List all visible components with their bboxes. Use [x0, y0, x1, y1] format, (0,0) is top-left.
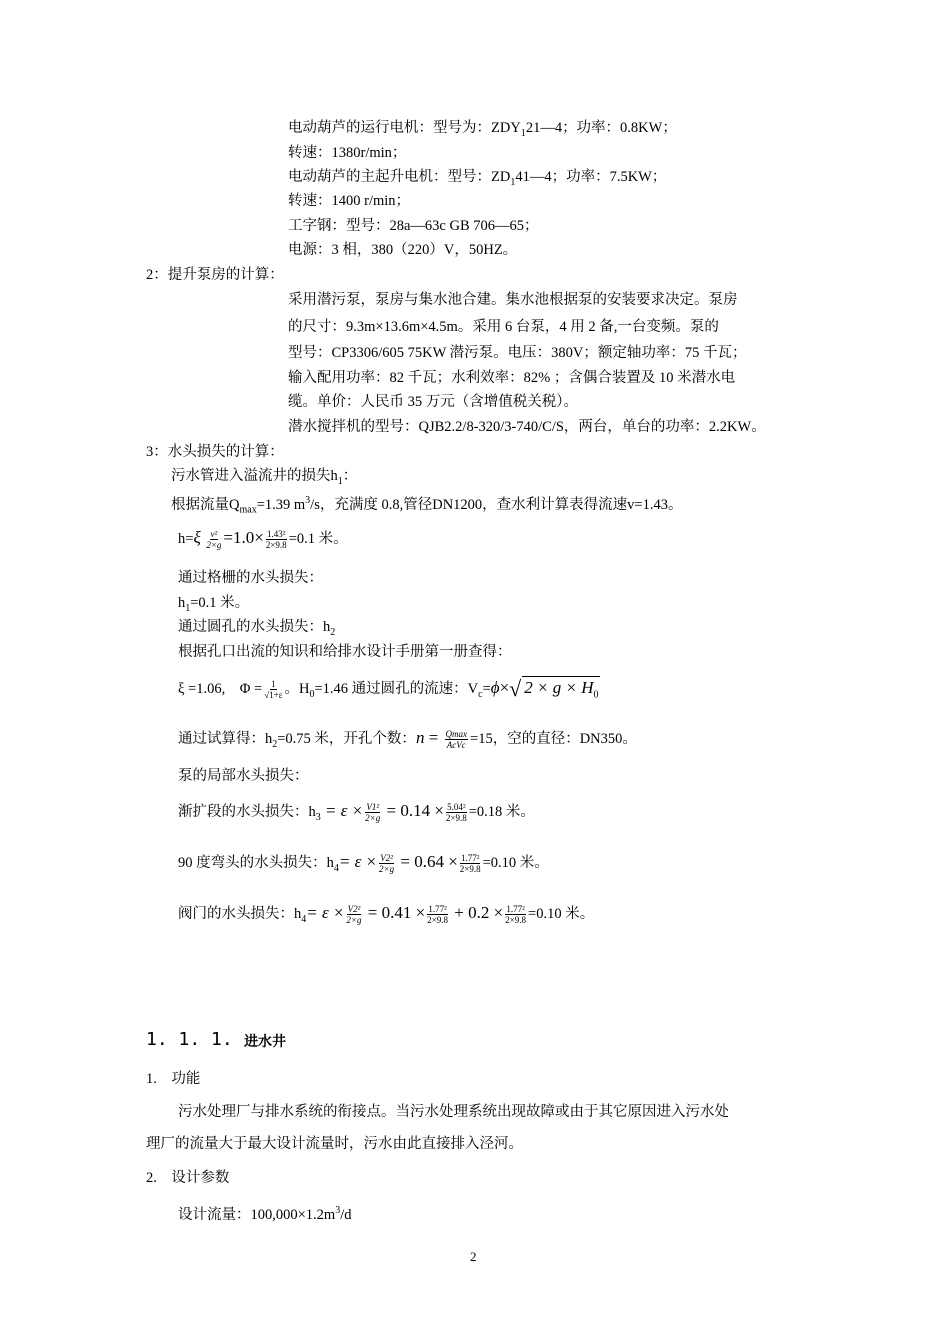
sqrt-icon: √	[509, 676, 522, 701]
sec3-heading: 3：水头损失的计算：	[146, 444, 284, 460]
fraction-504: $\frac{\text{5.04²}}{2\times 9.8}$	[445, 802, 467, 824]
section-number: 1. 1. 1.	[146, 1029, 233, 1050]
sec2-p4: 输入配用功率：82 千瓦；水利效率：82% ；含偶合装置及 10 米潜水电	[288, 370, 736, 386]
section-title: 进水井	[244, 1034, 286, 1050]
formula-n: 通过试算得：$h_2=0.75$ 米，开孔个数：n = $\frac{Qmax}{\text{AcVc}}$ =15，空的直径：DN350。	[178, 728, 637, 751]
subsection-function: 1. 功能	[146, 1071, 201, 1087]
motor-line-2: 转速：1380r/min；	[288, 145, 407, 161]
sec3-b3: 通过圆孔的水头损失：$h_2$	[178, 619, 336, 638]
formula-h4-elbow: 90 度弯头的水头损失：$h_4= \varepsilon$ × $\frac{\text{V2²}}{2\times g}$ = 0.64 × $\frac{\text{1.77²}}{2\times 9.8}$ =0.10 米。	[178, 852, 549, 875]
fraction-v2-valve: $\frac{\text{V2²}}{2\times g}$	[346, 904, 362, 926]
fraction-v2-2g: $\frac{\text{v²}}{2\times g}$	[206, 529, 222, 551]
motor-line-6: 电源：3 相，380（220）V，50HZ。	[288, 242, 518, 258]
motor-line-3: 电动葫芦的主起升电机：型号：$ZD_141—4$；功率：7.5KW；	[288, 169, 667, 188]
sec3-a2: 根据流量$Q_{max}=1.39$ $m^3/s$，充满度 0.8,管径DN1200，查水利计算表得流速v=1.43。	[171, 495, 683, 516]
subsection-params: 2. 设计参数	[146, 1170, 230, 1186]
sqrt-body: $2 \times g \times H_0$	[522, 676, 600, 706]
sec2-heading: 2：提升泵房的计算：	[146, 267, 284, 283]
sec2-p5: 缆。单价：人民币 35 万元（含增值税关税）。	[288, 394, 578, 410]
sec2-p6: 潜水搅拌机的型号：QJB2.2/8-320/3-740/C/S，两台，单台的功率：2.2KW。	[288, 419, 766, 435]
sec3-a1: 污水管进入溢流井的损失$h_1$：	[171, 468, 358, 487]
formula-h3: 渐扩段的水头损失：$h_3 = \varepsilon$ × $\frac{\text{V1²}}{2\times g}$ = 0.14 × $\frac{\text{5.04²}}{2\times 9.8}$ =0.18 米。	[178, 801, 535, 824]
formula-h: h=ξ $\frac{\text{v²}}{2\times g}$ =1.0× $\frac{\text{1.43²}}{2\times 9.8}$ =0.1 米。	[178, 528, 348, 551]
params-p1: 设计流量：$100,000\times 1.2m^3/d$	[178, 1205, 352, 1223]
function-p1: 污水处理厂与排水系统的衔接点。当污水处理系统出现故障或由于其它原因进入污水处	[178, 1104, 729, 1120]
fraction-177: $\frac{\text{1.77²}}{2\times 9.8}$	[459, 853, 481, 875]
fraction-v1: $\frac{\text{V1²}}{2\times g}$	[365, 802, 381, 824]
motor-line-5: 工字钢：型号：28a—63c GB 706—65；	[288, 218, 539, 234]
sec2-p2: 的尺寸：9.3m×13.6m×4.5m。采用 6 台泵，4 用 2 备,一台变频。泵的	[288, 319, 719, 335]
fraction-177-b: $\frac{\text{1.77²}}{2\times 9.8}$	[505, 904, 527, 926]
fraction-v2: $\frac{\text{V2²}}{2\times g}$	[379, 853, 395, 875]
motor-line-1: 电动葫芦的运行电机：型号为：$ZDY_121—4$；功率：0.8KW；	[288, 120, 677, 139]
fraction-phi: $\frac{1}{√1+\varepsilon}$	[264, 679, 283, 701]
fraction-177-a: $\frac{\text{1.77²}}{2\times 9.8}$	[427, 904, 448, 926]
function-p2: 理厂的流量大于最大设计流量时，污水由此直接排入泾河。	[146, 1136, 523, 1152]
sec3-b2: $h_1=0.1$ 米。	[178, 595, 250, 614]
sec2-p3: 型号：CP3306/605 75KW 潜污泵。电压：380V；额定轴功率：75 千瓦；	[288, 345, 747, 361]
sec3-c1: 泵的局部水头损失：	[178, 768, 309, 784]
fraction-qmax: $\frac{Qmax}{\text{AcVc}}$	[445, 729, 468, 751]
sec2-p1: 采用潜污泵，泵房与集水池合建。集水池根据泵的安装要求决定。泵房	[288, 292, 738, 308]
sec3-b4: 根据孔口出流的知识和给排水设计手册第一册查得：	[178, 644, 512, 660]
page-number: 2	[470, 1249, 477, 1264]
fraction-143: $\frac{\text{1.43²}}{2\times 9.8}$	[265, 529, 287, 551]
formula-xi-phi: ξ =1.06, Φ = $\frac{1}{√1+\varepsilon}$ 。$H_0=1.46$ 通过圆孔的流速：$V_c=\phi\times√$ $2 \times g \times H_0$	[178, 676, 600, 706]
sec3-b1: 通过格栅的水头损失：	[178, 570, 323, 586]
formula-h4-valve: 阀门的水头损失：$h_4= \varepsilon$ × $\frac{\text{V2²}}{2\times g}$ = 0.41 × $\frac{\text{1.77²}}{2\times 9.8}$ + 0.2 × $\frac{\text{1.77²}}{2\times 9.8}$ =0.10 米。	[178, 903, 595, 926]
motor-line-4: 转速：1400 r/min；	[288, 193, 411, 209]
